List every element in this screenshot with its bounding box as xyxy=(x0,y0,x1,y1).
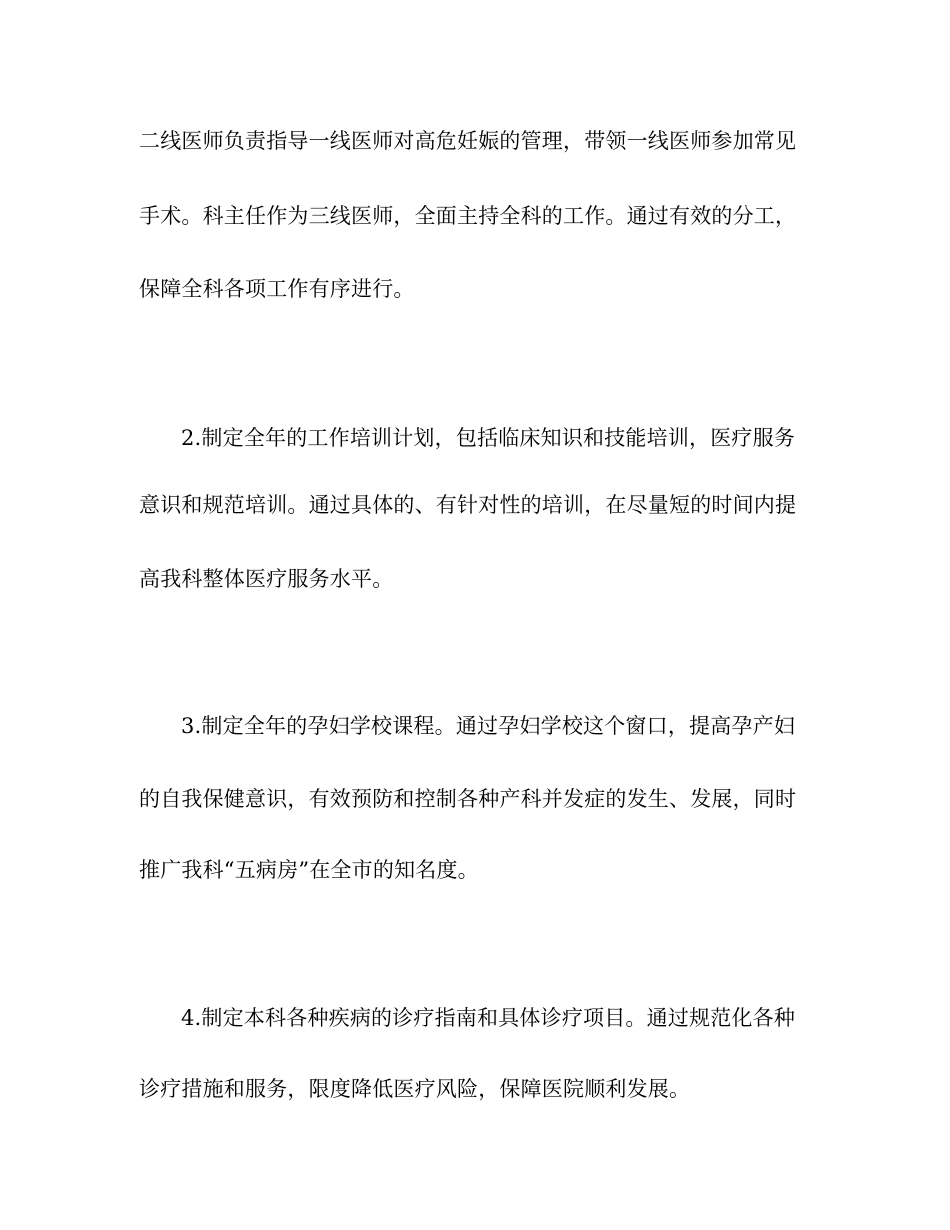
paragraph-1-line-2: 手术。科主任作为三线医师，全面主持全科的工作。通过有效的分工， xyxy=(139,204,797,228)
paragraph-1-line-3: 保障全科各项工作有序进行。 xyxy=(139,277,415,301)
paragraph-1-line-1: 二线医师负责指导一线医师对高危妊娠的管理，带领一线医师参加常见 xyxy=(139,129,797,153)
paragraph-2-line-1: 2.制定全年的工作培训计划，包括临床知识和技能培训，医疗服务 xyxy=(181,426,796,450)
paragraph-3-line-2: 的自我保健意识，有效预防和控制各种产科并发症的发生、发展，同时 xyxy=(139,787,797,811)
paragraph-2-line-2: 意识和规范培训。通过具体的、有针对性的培训，在尽量短的时间内提 xyxy=(139,493,797,517)
paragraph-4-line-1: 4.制定本科各种疾病的诊疗指南和具体诊疗项目。通过规范化各种 xyxy=(181,1006,796,1030)
paragraph-2-line-3: 高我科整体医疗服务水平。 xyxy=(139,567,394,591)
paragraph-3-line-3: 推广我科“五病房”在全市的知名度。 xyxy=(139,858,479,882)
paragraph-4-line-2: 诊疗措施和服务，限度降低医疗风险，保障医院顺利发展。 xyxy=(139,1077,691,1101)
paragraph-3-line-1: 3.制定全年的孕妇学校课程。通过孕妇学校这个窗口，提高孕产妇 xyxy=(181,714,796,738)
